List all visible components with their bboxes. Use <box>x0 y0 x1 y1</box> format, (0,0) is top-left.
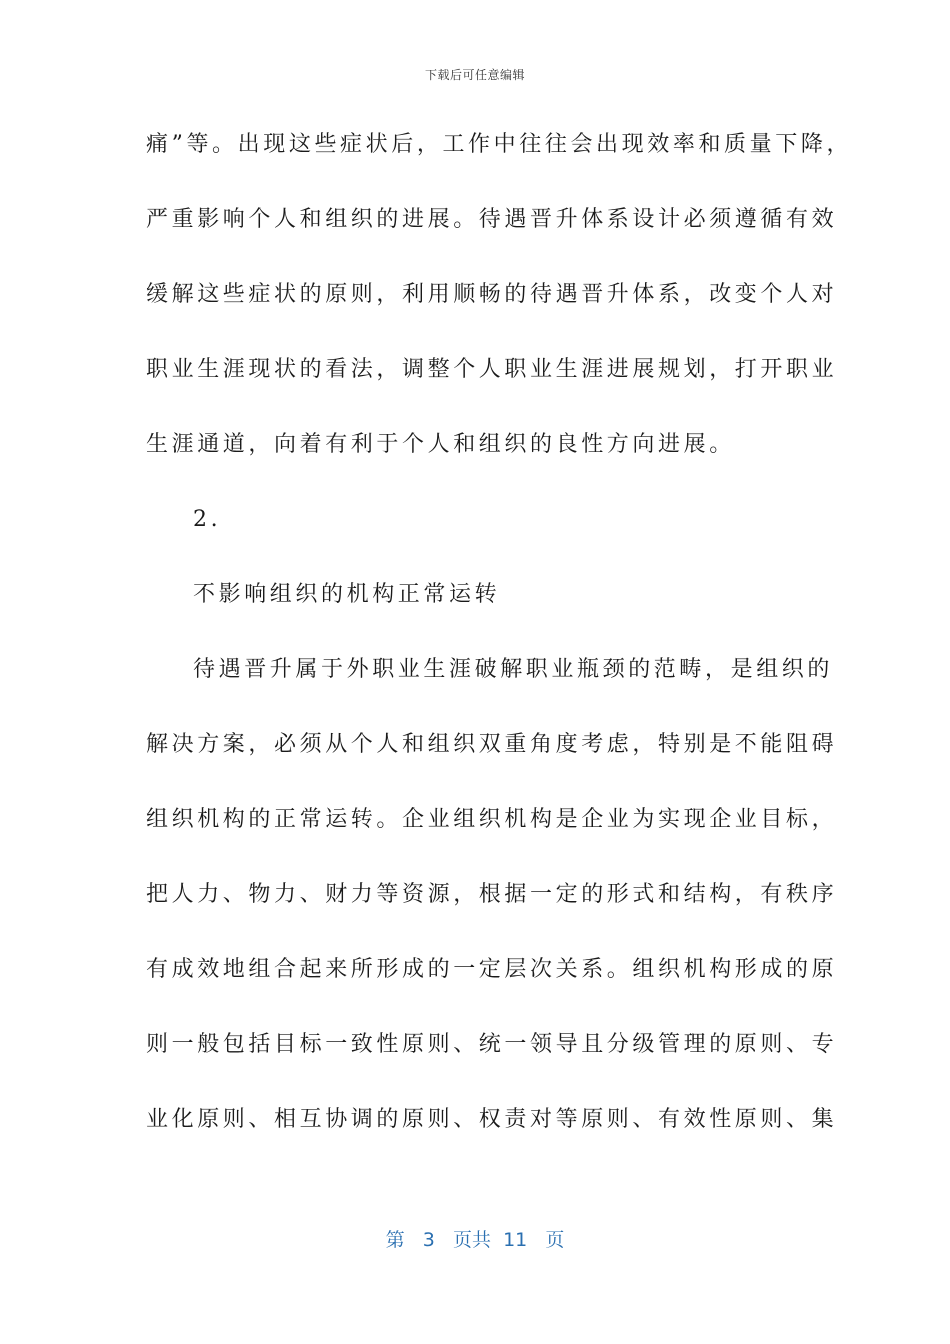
text-line-13: 则一般包括目标一致性原则、统一领导且分级管理的原则、专 <box>146 1032 838 1057</box>
text-line-10: 组织机构的正常运转。企业组织机构是企业为实现企业目标， <box>146 807 838 832</box>
section-number: 2. <box>193 507 222 532</box>
page-header: 下载后可任意编辑 <box>424 68 525 82</box>
text-line-9: 解决方案，必须从个人和组织双重角度考虑，特别是不能阻碍 <box>146 732 838 757</box>
footer-page-number: 3 <box>422 1229 435 1251</box>
text-line-2: 严重影响个人和组织的进展。待遇晋升体系设计必须遵循有效 <box>146 207 838 232</box>
text-line-8: 待遇晋升属于外职业生涯破解职业瓶颈的范畴，是组织的 <box>193 657 834 682</box>
text-line-14: 业化原则、相互协调的原则、权责对等原则、有效性原则、集 <box>146 1107 838 1132</box>
page-footer <box>0 1225 950 1252</box>
footer-middle: 页共 <box>452 1229 491 1251</box>
text-line-12: 有成效地组合起来所形成的一定层次关系。组织机构形成的原 <box>146 957 838 982</box>
footer-prefix: 第 <box>385 1229 405 1251</box>
text-line-11: 把人力、物力、财力等资源，根据一定的形式和结构，有秩序 <box>146 882 838 907</box>
footer-total-pages: 11 <box>503 1229 528 1251</box>
text-line-1: 痛”等。出现这些症状后，工作中往往会出现效率和质量下降， <box>146 132 853 157</box>
footer-suffix: 页 <box>545 1229 565 1251</box>
text-line-4: 职业生涯现状的看法，调整个人职业生涯进展规划，打开职业 <box>146 357 838 382</box>
text-line-5: 生涯通道，向着有利于个人和组织的良性方向进展。 <box>146 432 735 457</box>
text-line-3: 缓解这些症状的原则，利用顺畅的待遇晋升体系，改变个人对 <box>146 282 838 307</box>
section-heading: 不影响组织的机构正常运转 <box>193 582 501 607</box>
